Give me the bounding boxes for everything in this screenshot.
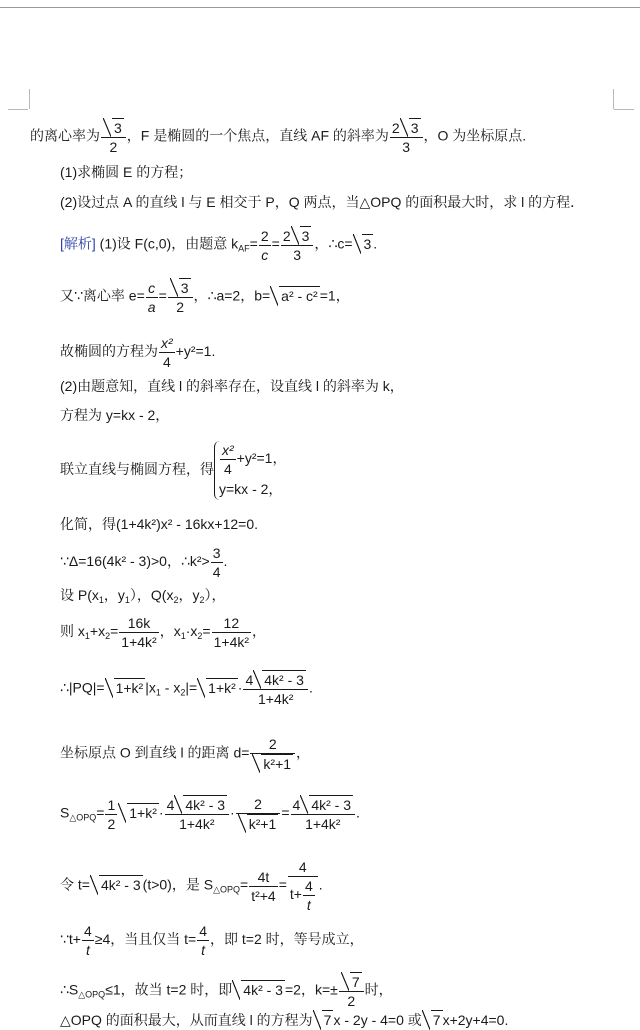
solution-line-6: 联立直线与椭圆方程，得 $\frac{\text{x²}}{4}$ +y²=1， y=kx - 2， bbox=[60, 441, 286, 500]
solution-line-3: 故椭圆的方程为 $\frac{\text{x²}}{4}$ +y²=1. bbox=[60, 335, 216, 370]
solution-line-11: ∴|PQ|= 1+k² $|x_1 - x_2|= 1+k^2$ · $\frac{\text{4 4k² - 3}}{\text{1+4k²}}$ . bbox=[60, 672, 313, 707]
solution-line-5: 方程为 y=kx - 2， bbox=[60, 407, 170, 423]
solution-line-9: 设 $P(x_1$，$y_1$），$Q(x_2$，$y_2$）， bbox=[60, 587, 226, 605]
solution-line-12: 坐标原点 O 到直线 l 的距离 d= $\frac{2}{\text{k²+1}}$ ， bbox=[60, 736, 311, 772]
solution-line-14: 令 t= 4k² - 3 (t>0)，是 $S_{\triangle OPQ}=$ $\frac{4t}{\text{t²+4}}$ = 4 t+ $\frac{4}{t}$ . bbox=[60, 859, 323, 913]
solution-line-17: △OPQ 的面积最大，从而直线 l 的方程为 7 x - 2y - 4=0 或 7 x+2y+4=0. bbox=[60, 1012, 509, 1028]
top-border bbox=[0, 7, 640, 8]
solution-line-13: $S_{\triangle OPQ}=$ $\frac{1}{2}$ 1+k² · $\frac{\text{4 4k² - 3}}{\text{1+4k²}}$ · $\frac{2}{\text{k²+1}}$ = $\frac{\text{4 4k² - 3}}{\text{1+4k²}}$ . bbox=[60, 796, 360, 832]
analysis-tag: [解析] bbox=[60, 235, 96, 252]
solution-line-16: $\therefore S_{\triangle OPQ}\le 1$，故当 t=2 时，即 4k² - 3 =2，k=± $\frac{7}{2}$ 时， bbox=[60, 974, 393, 1009]
solution-line-4: (2)由题意知，直线 l 的斜率存在，设直线 l 的斜率为 k， bbox=[60, 378, 404, 394]
solution-line-15: ∵t+ $\frac{4}{t}$ ≥4，当且仅当 t= $\frac{4}{t}$ ，即 t=2 时，等号成立， bbox=[60, 923, 364, 958]
question-2: (2)设过点 A 的直线 l 与 E 相交于 P，Q 两点，当△OPQ 的面积最大时，求 l 的方程． bbox=[60, 194, 585, 210]
intro-line: 的离心率为 $\frac{3}{2}$ ，F 是椭圆的一个焦点，直线 AF 的斜率为 $\frac{2 3}{3}$ ，O 为坐标原点. bbox=[30, 120, 527, 155]
crop-mark-left-h bbox=[8, 109, 28, 110]
solution-line-10: 则 $x_1+x_2=$ $\frac{16k}{\text{1+4k²}}$ ，$x_1\cdot x_2=$ $\frac{12}{\text{1+4k²}}$ ， bbox=[60, 615, 267, 650]
crop-mark-right-h bbox=[614, 109, 634, 110]
crop-mark-left-v bbox=[29, 89, 30, 109]
crop-mark-right-v bbox=[613, 89, 614, 109]
solution-line-2: 又∵离心率 e= $\frac{c}{a}$ = $\frac{3}{2}$ ，∴a=2，b= a² - c² =1， bbox=[60, 279, 350, 315]
solution-line-1: [解析] (1)设 F(c,0)，由题意 $k_{AF}=$ $\frac{2}{c}$ = $\frac{2 3}{3}$ ，∴c= 3 . bbox=[60, 227, 378, 263]
solution-line-8: ∵Δ=16(4k² - 3)>0，∴k²> $\frac{3}{4}$ . bbox=[60, 545, 228, 580]
equation-system: $\frac{\text{x²}}{4}$ +y²=1， y=kx - 2， bbox=[214, 441, 286, 500]
question-1: (1)求椭圆 E 的方程； bbox=[60, 164, 193, 180]
solution-line-7: 化简，得(1+4k²)x² - 16kx+12=0. bbox=[60, 516, 259, 532]
